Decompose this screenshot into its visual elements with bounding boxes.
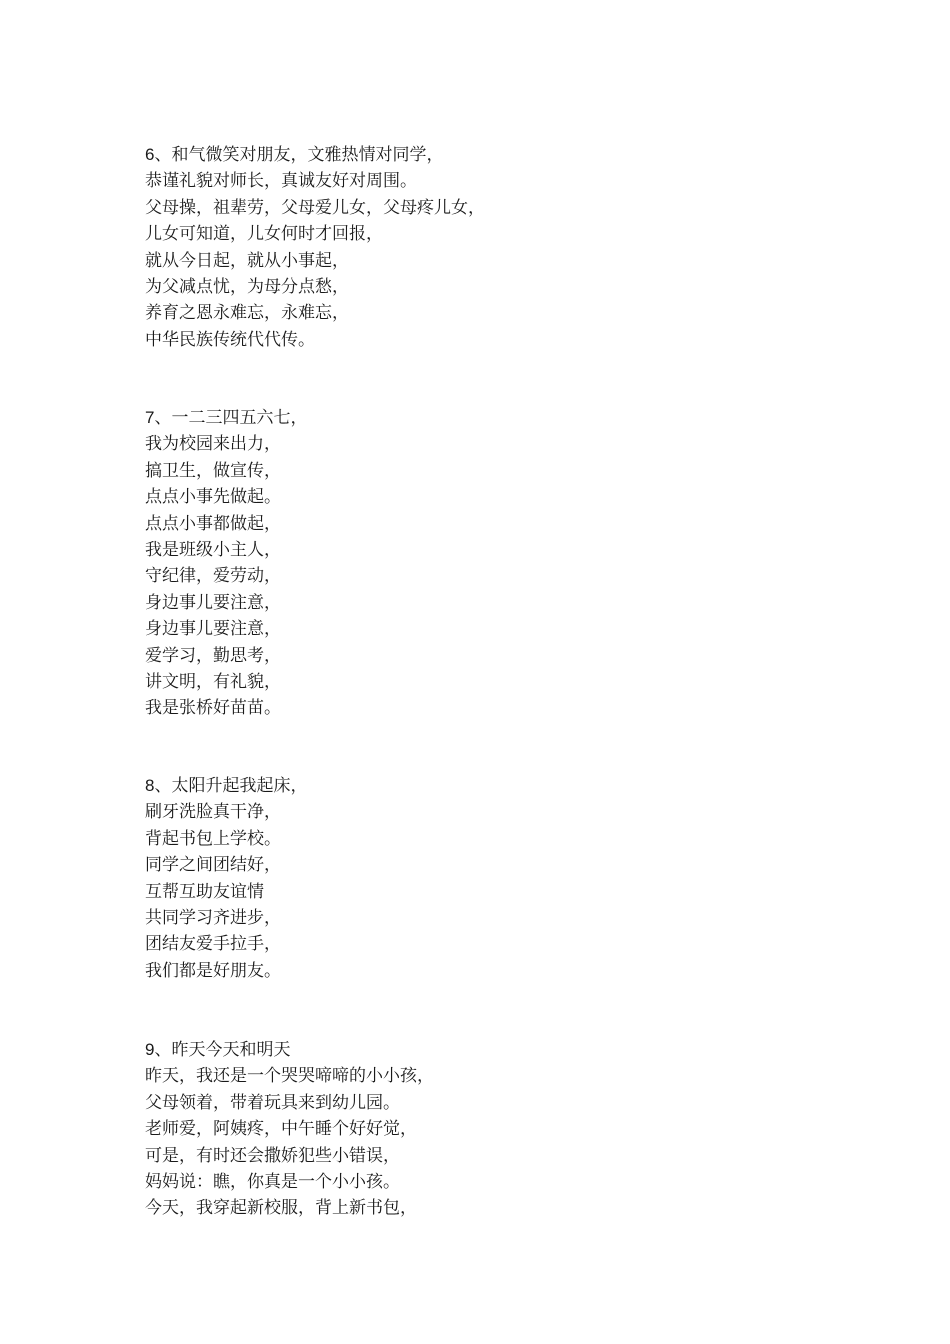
poem-line: 我为校园来出力， — [145, 434, 281, 455]
poem-number: 6 — [145, 145, 155, 164]
poem-line: 互帮互助友谊情 — [145, 881, 264, 902]
poem-line: 守纪律，爱劳动， — [145, 566, 281, 587]
poem-line: 刷牙洗脸真干净， — [145, 802, 281, 823]
poem-first-line: 、太阳升起我起床， — [154, 776, 308, 796]
poem-first-line: 、昨天今天和明天 — [154, 1040, 291, 1060]
poem-line: 中华民族传统代代传。 — [145, 329, 315, 350]
poem-line: 同学之间团结好， — [145, 855, 281, 876]
poem-line: 父母操，祖辈劳，父母爱儿女，父母疼儿女， — [145, 197, 485, 218]
poem-number: 9 — [145, 1040, 155, 1059]
poem-line: 团结友爱手拉手， — [145, 934, 281, 955]
poem-line: 搞卫生，做宣传， — [145, 460, 281, 481]
poem-line: 昨天，我还是一个哭哭啼啼的小小孩， — [145, 1066, 434, 1087]
poem-line: 我是班级小主人， — [145, 539, 281, 560]
poem-line: 就从今日起，就从小事起， — [145, 250, 349, 271]
poem-line: 儿女可知道，儿女何时才回报， — [145, 224, 383, 245]
poem-title-line — [145, 1037, 845, 1063]
poem-line: 恭谨礼貌对师长，真诚友好对周围。 — [145, 171, 417, 192]
poem-7 — [145, 405, 845, 722]
poem-line: 为父减点忧，为母分点愁， — [145, 276, 349, 297]
poem-number: 7 — [145, 408, 155, 427]
poem-title-line — [145, 405, 845, 431]
poem-line: 父母领着，带着玩具来到幼儿园。 — [145, 1092, 400, 1113]
poem-line: 背起书包上学校。 — [145, 828, 281, 849]
poem-line: 身边事儿要注意， — [145, 619, 281, 640]
poem-line: 身边事儿要注意， — [145, 592, 281, 613]
poem-line: 今天，我穿起新校服，背上新书包， — [145, 1198, 417, 1219]
poem-line: 我是张桥好苗苗。 — [145, 698, 281, 719]
poem-line: 妈妈说：瞧，你真是一个小小孩。 — [145, 1171, 400, 1192]
poem-first-line: 、和气微笑对朋友，文雅热情对同学， — [154, 145, 444, 165]
poem-line: 点点小事先做起。 — [145, 487, 281, 508]
poem-line: 点点小事都做起， — [145, 513, 281, 534]
poem-first-line: 、一二三四五六七， — [154, 408, 308, 428]
poem-title-line — [145, 773, 845, 799]
poem-line: 我们都是好朋友。 — [145, 960, 281, 981]
poem-line: 养育之恩永难忘，永难忘， — [145, 303, 349, 324]
poem-6 — [145, 142, 845, 353]
poem-line: 老师爱，阿姨疼，中午睡个好好觉， — [145, 1119, 417, 1140]
poem-title-line — [145, 142, 845, 168]
poem-number: 8 — [145, 776, 155, 795]
poem-line: 爱学习，勤思考， — [145, 645, 281, 666]
poem-line: 共同学习齐进步， — [145, 907, 281, 928]
poem-line: 可是，有时还会撒娇犯些小错误， — [145, 1145, 400, 1166]
poem-8 — [145, 773, 845, 984]
poem-line: 讲文明，有礼貌， — [145, 671, 281, 692]
poem-9 — [145, 1037, 845, 1222]
